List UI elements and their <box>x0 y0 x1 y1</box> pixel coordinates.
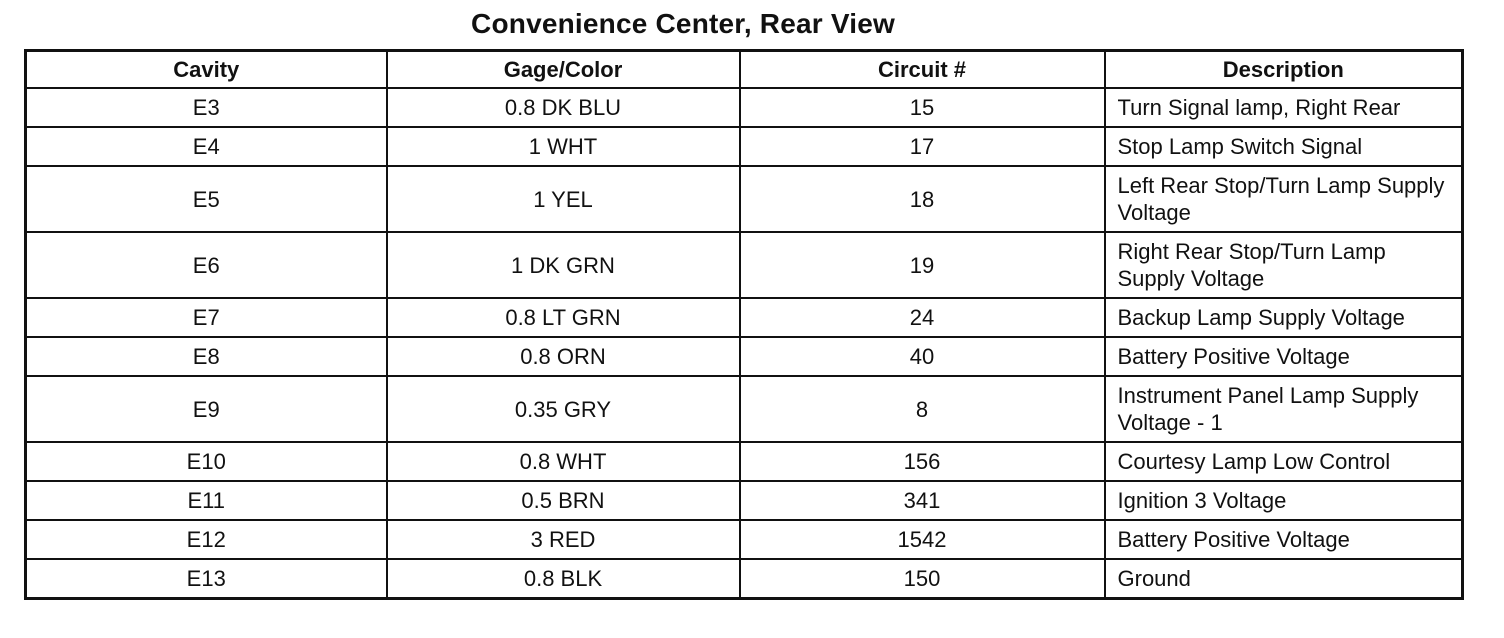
cavity-cell: E11 <box>26 481 387 520</box>
description-cell: Battery Positive Voltage <box>1105 520 1463 559</box>
description-cell: Ground <box>1105 559 1463 599</box>
circuit-cell: 24 <box>740 298 1105 337</box>
cavity-cell: E12 <box>26 520 387 559</box>
column-header-cavity: Cavity <box>26 51 387 89</box>
table-row <box>26 298 1463 337</box>
gage-color-cell: 0.35 GRY <box>387 376 740 442</box>
table-row <box>26 127 1463 166</box>
cavity-cell: E3 <box>26 88 387 127</box>
description-cell: Stop Lamp Switch Signal <box>1105 127 1463 166</box>
description-cell: Turn Signal lamp, Right Rear <box>1105 88 1463 127</box>
table-row <box>26 88 1463 127</box>
description-cell: Backup Lamp Supply Voltage <box>1105 298 1463 337</box>
cavity-cell: E5 <box>26 166 387 232</box>
table-header-row <box>26 51 1463 89</box>
table-row <box>26 520 1463 559</box>
circuit-cell: 18 <box>740 166 1105 232</box>
circuit-cell: 19 <box>740 232 1105 298</box>
cavity-cell: E4 <box>26 127 387 166</box>
gage-color-cell: 0.8 BLK <box>387 559 740 599</box>
column-header-circuit: Circuit # <box>740 51 1105 89</box>
cavity-cell: E6 <box>26 232 387 298</box>
cavity-cell: E13 <box>26 559 387 599</box>
circuit-cell: 341 <box>740 481 1105 520</box>
circuit-cell: 17 <box>740 127 1105 166</box>
gage-color-cell: 1 WHT <box>387 127 740 166</box>
gage-color-cell: 0.8 WHT <box>387 442 740 481</box>
circuit-cell: 156 <box>740 442 1105 481</box>
gage-color-cell: 1 YEL <box>387 166 740 232</box>
table-row <box>26 481 1463 520</box>
description-cell: Ignition 3 Voltage <box>1105 481 1463 520</box>
cavity-cell: E9 <box>26 376 387 442</box>
description-cell: Right Rear Stop/Turn Lamp Supply Voltage <box>1105 232 1463 298</box>
gage-color-cell: 0.8 ORN <box>387 337 740 376</box>
table-row <box>26 559 1463 599</box>
gage-color-cell: 1 DK GRN <box>387 232 740 298</box>
table-row <box>26 166 1463 232</box>
circuit-cell: 40 <box>740 337 1105 376</box>
description-cell: Instrument Panel Lamp Supply Voltage - 1 <box>1105 376 1463 442</box>
description-cell: Left Rear Stop/Turn Lamp Supply Voltage <box>1105 166 1463 232</box>
table-row <box>26 376 1463 442</box>
circuit-cell: 150 <box>740 559 1105 599</box>
column-header-description: Description <box>1105 51 1463 89</box>
circuit-cell: 1542 <box>740 520 1105 559</box>
circuit-cell: 8 <box>740 376 1105 442</box>
gage-color-cell: 0.8 LT GRN <box>387 298 740 337</box>
gage-color-cell: 3 RED <box>387 520 740 559</box>
column-header-gage-color: Gage/Color <box>387 51 740 89</box>
cavity-cell: E7 <box>26 298 387 337</box>
cavity-cell: E10 <box>26 442 387 481</box>
table-row <box>26 232 1463 298</box>
cavity-cell: E8 <box>26 337 387 376</box>
table-row <box>26 442 1463 481</box>
description-cell: Battery Positive Voltage <box>1105 337 1463 376</box>
circuit-cell: 15 <box>740 88 1105 127</box>
gage-color-cell: 0.5 BRN <box>387 481 740 520</box>
page-title: Convenience Center, Rear View <box>471 8 895 39</box>
table-row <box>26 337 1463 376</box>
gage-color-cell: 0.8 DK BLU <box>387 88 740 127</box>
description-cell: Courtesy Lamp Low Control <box>1105 442 1463 481</box>
connector-pinout-table <box>24 49 1464 600</box>
